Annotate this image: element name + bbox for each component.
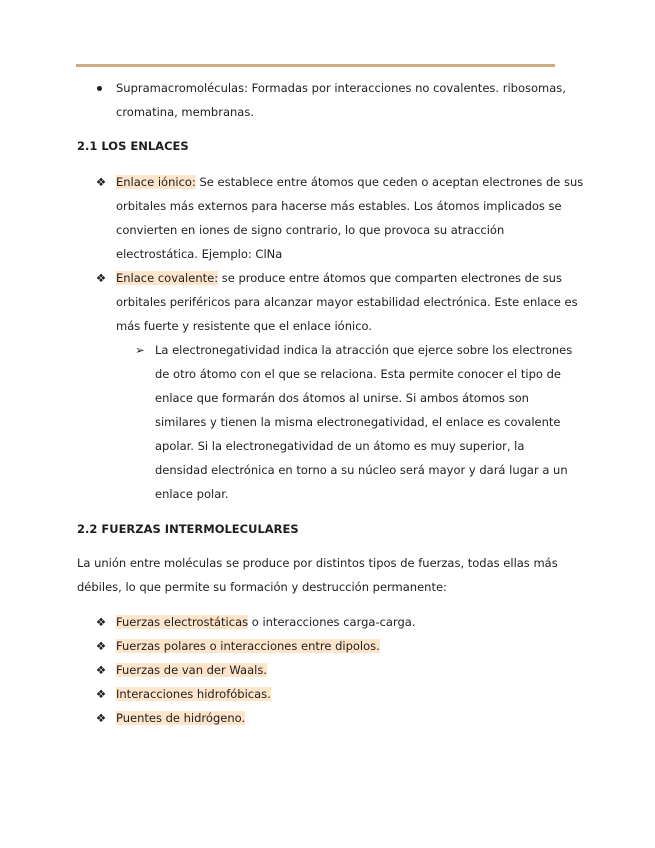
covalent-term: Enlace covalente: [116, 271, 219, 285]
covalent-line-3: más fuerte y resistente que el enlace iónico. [116, 319, 373, 333]
ionic-line-2: orbitales más externos para hacerse más estables. Los átomos implicados se [116, 199, 562, 213]
covalent-text: se produce entre átomos que comparten electrones de sus [218, 271, 562, 285]
arrow-bullet-icon: ➢ [135, 343, 145, 357]
bullet-dot [97, 86, 102, 91]
diamond-bullet-icon: ❖ [95, 615, 107, 629]
covalent-line-1 [116, 270, 562, 286]
intro-line-2: cromatina, membranas. [116, 105, 254, 119]
fuerzas-item [116, 614, 416, 630]
fuerzas-paragraph-line-1: La unión entre moléculas se produce por distintos tipos de fuerzas, todas ellas más [77, 556, 558, 570]
fuerzas-item [116, 686, 271, 702]
fuerzas-item-term: Interacciones hidrofóbicas. [116, 687, 271, 701]
diamond-bullet-icon: ❖ [95, 639, 107, 653]
electroneg-line-4: similares y tienen la misma electronegatividad, el enlace es covalente [155, 415, 561, 429]
fuerzas-item-term: Fuerzas electrostáticas [116, 615, 249, 629]
electroneg-line-7: enlace polar. [155, 487, 229, 501]
fuerzas-item [116, 710, 245, 726]
fuerzas-item-text: o interacciones carga-carga. [248, 615, 416, 629]
diamond-bullet-icon: ❖ [95, 711, 107, 725]
fuerzas-paragraph-line-2: débiles, lo que permite su formación y destrucción permanente: [77, 580, 447, 594]
electroneg-line-6: densidad electrónica en torno a su núcleo será mayor y dará lugar a un [155, 463, 568, 477]
diamond-bullet-icon: ❖ [95, 663, 107, 677]
ionic-text: Se establece entre átomos que ceden o aceptan electrones de sus [195, 175, 584, 189]
section-heading-enlaces: 2.1 LOS ENLACES [77, 139, 189, 153]
fuerzas-item-term: Fuerzas polares o interacciones entre dipolos. [116, 639, 380, 653]
covalent-line-2: orbitales periféricos para alcanzar mayor estabilidad electrónica. Este enlace es [116, 295, 578, 309]
ionic-line-1 [116, 174, 583, 190]
ionic-line-3: convierten en iones de signo contrario, lo que provoca su atracción [116, 223, 505, 237]
fuerzas-item-term: Fuerzas de van der Waals. [116, 663, 267, 677]
electroneg-line-2: de otro átomo con el que se relaciona. Esta permite conocer el tipo de [155, 367, 561, 381]
diamond-bullet-icon: ❖ [95, 271, 107, 285]
diamond-bullet-icon: ❖ [95, 175, 107, 189]
electroneg-line-5: apolar. Si la electronegatividad de un átomo es muy superior, la [155, 439, 525, 453]
header-rule [76, 64, 555, 67]
electroneg-line-3: enlace que formarán dos átomos al unirse. Si ambos átomos son [155, 391, 529, 405]
section-heading-fuerzas: 2.2 FUERZAS INTERMOLECULARES [77, 522, 299, 536]
fuerzas-item [116, 662, 267, 678]
electroneg-line-1: La electronegatividad indica la atracción que ejerce sobre los electrones [155, 343, 573, 357]
ionic-line-4: electrostática. Ejemplo: ClNa [116, 247, 283, 261]
fuerzas-item-term: Puentes de hidrógeno. [116, 711, 246, 725]
fuerzas-item [116, 638, 380, 654]
ionic-term: Enlace iónico: [116, 175, 196, 189]
diamond-bullet-icon: ❖ [95, 687, 107, 701]
intro-line-1: Supramacromoléculas: Formadas por interacciones no covalentes. ribosomas, [116, 81, 566, 95]
